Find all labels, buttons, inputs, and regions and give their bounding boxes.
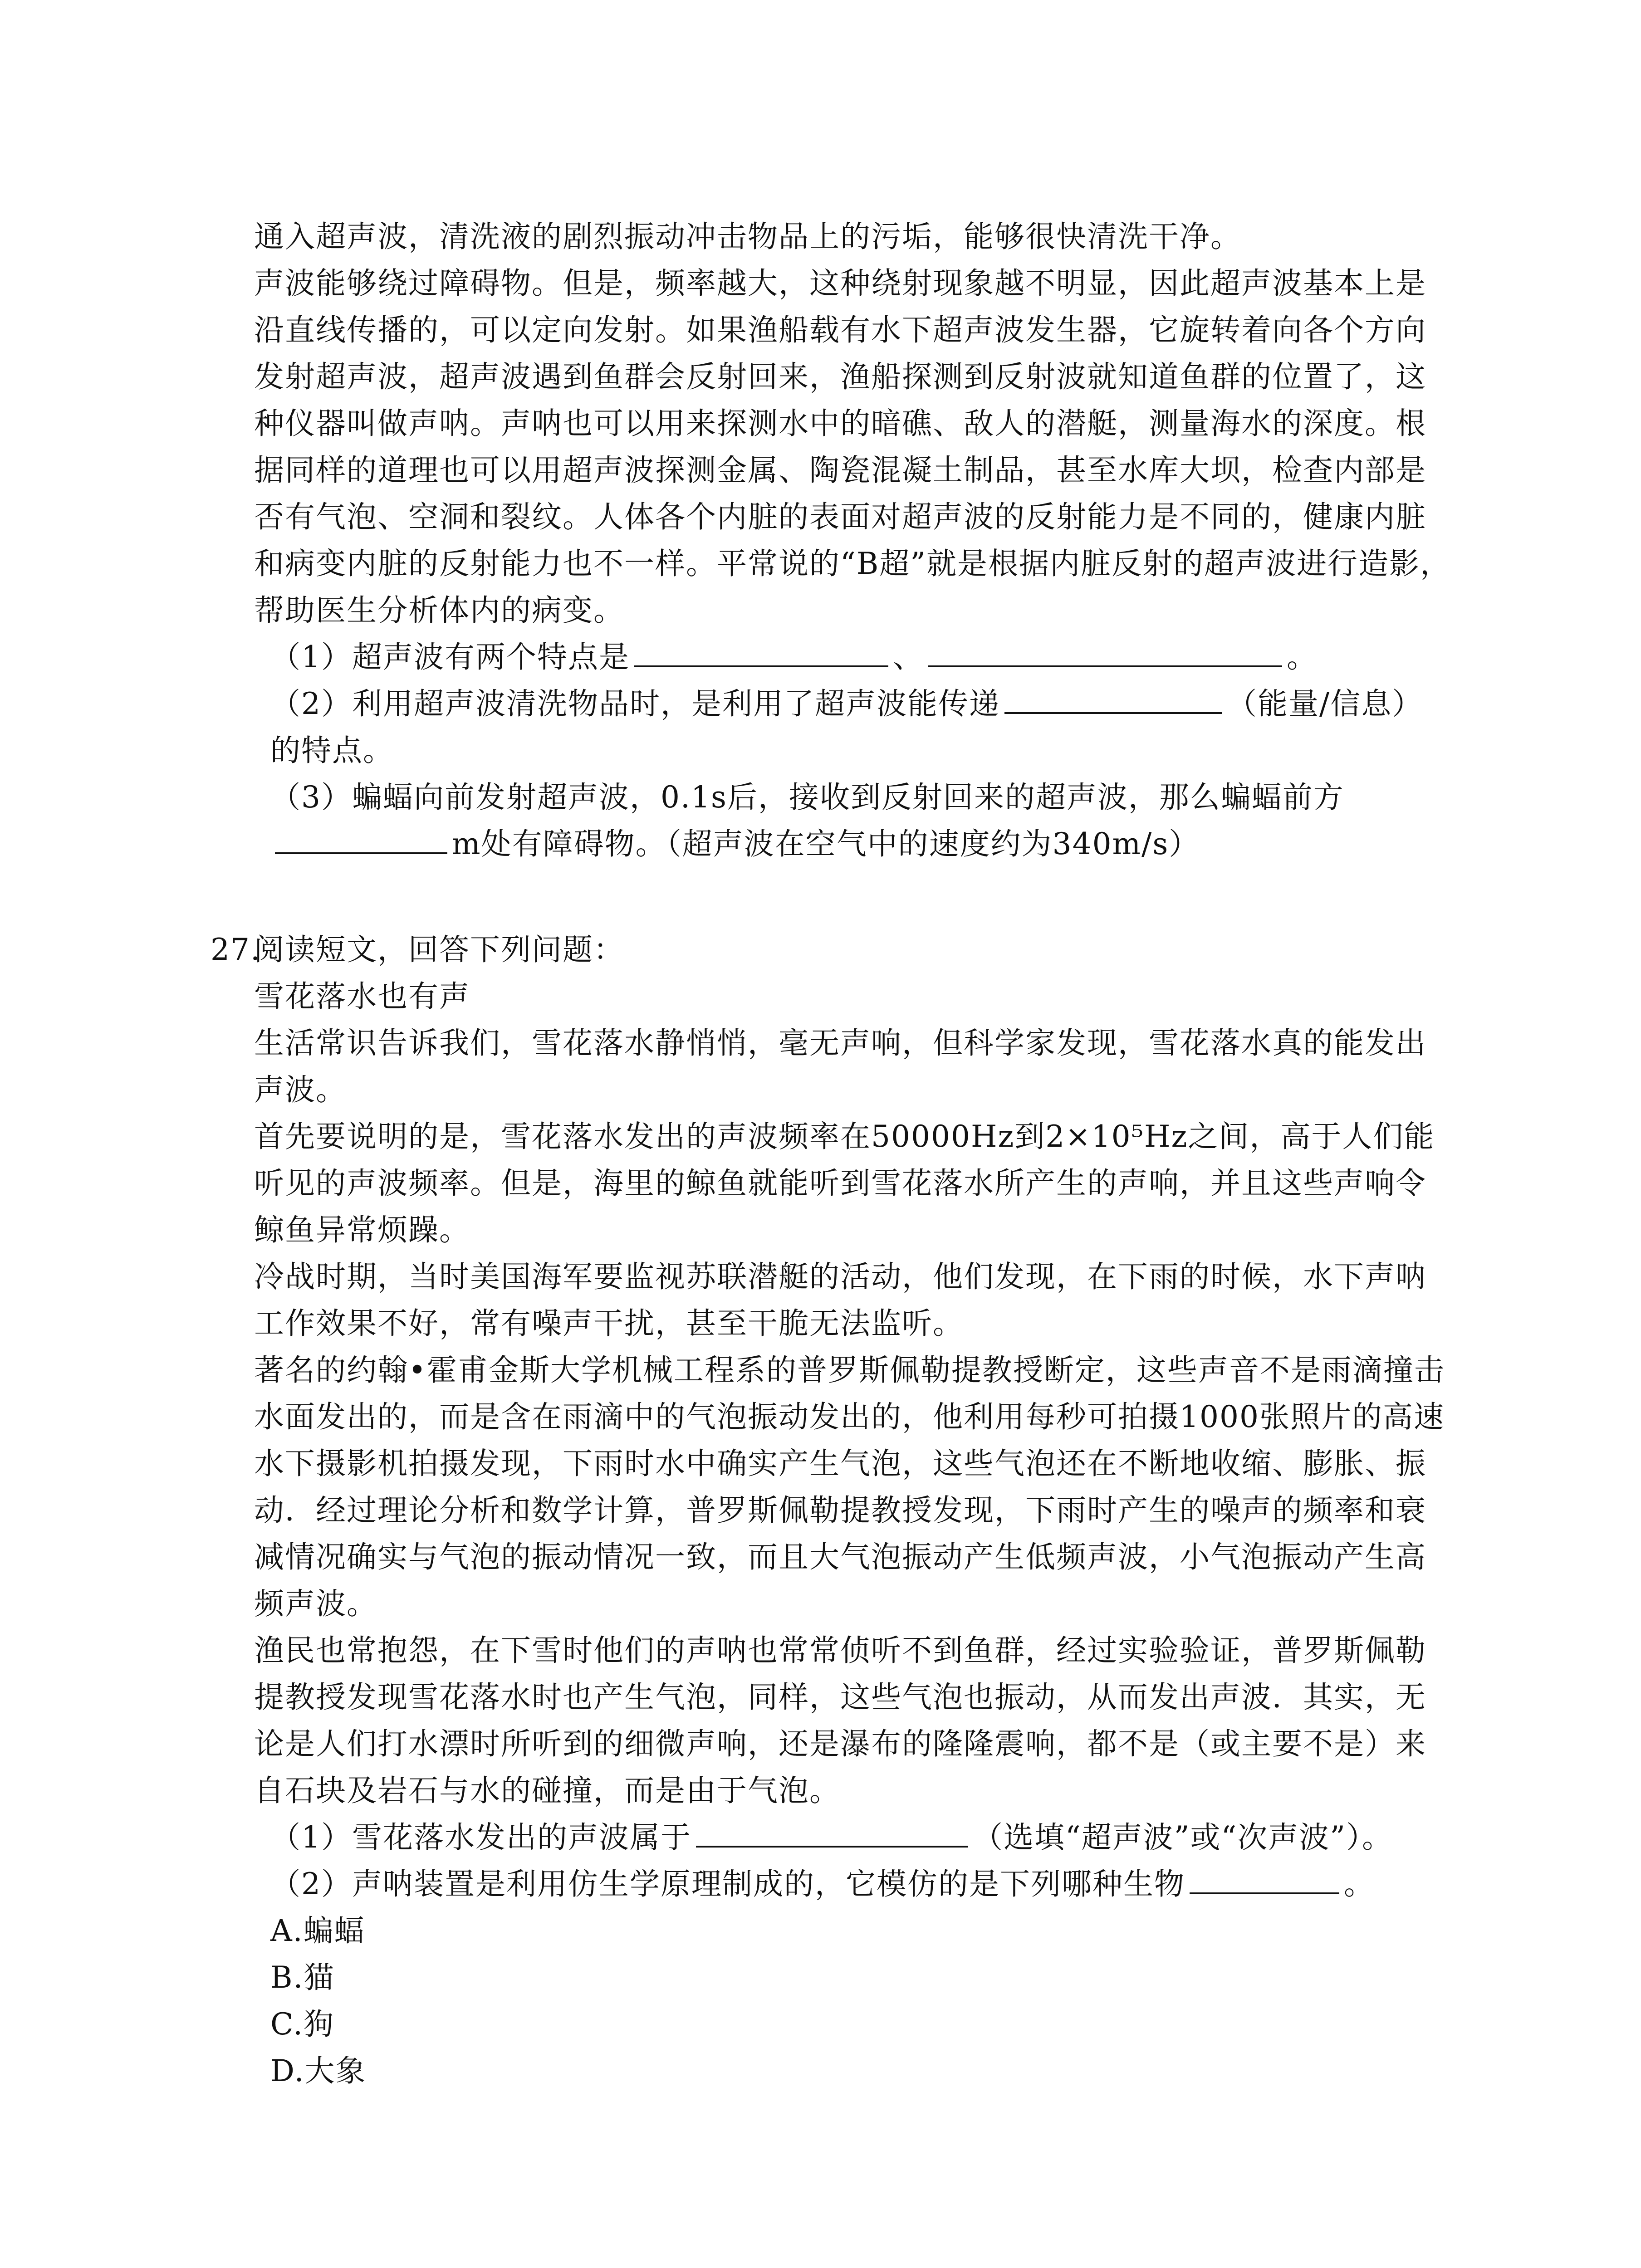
answer-blank-3[interactable] bbox=[1004, 684, 1222, 714]
answer-blank-4[interactable] bbox=[275, 824, 447, 854]
option-b[interactable]: B.猫 bbox=[270, 1960, 335, 1995]
answer-blank-2[interactable] bbox=[928, 637, 1282, 667]
q3-suffix: m处有障碍物。（超声波在空气中的速度约为340m/s） bbox=[452, 826, 1200, 861]
q1-end: 。 bbox=[1287, 640, 1318, 675]
q27-1-prefix: （1）雪花落水发出的声波属于 bbox=[270, 1820, 691, 1855]
question-27 bbox=[211, 926, 1452, 2094]
option-a[interactable]: A.蝙蝠 bbox=[270, 1913, 365, 1948]
passage-line-1: 通入超声波，清洗液的剧烈振动冲击物品上的污垢，能够很快清洗干净。 bbox=[254, 219, 1241, 254]
question-number: 27. bbox=[211, 932, 261, 967]
q3-prefix: （3）蝙蝠向前发射超声波，0.1s后，接收到反射回来的超声波，那么蝙蝠前方 bbox=[270, 780, 1344, 815]
article-title: 雪花落水也有声 bbox=[254, 979, 470, 1014]
answer-blank-5[interactable] bbox=[696, 1818, 968, 1848]
article-paragraph-4: 著名的约翰•霍甫金斯大学机械工程系的普罗斯佩勒提教授断定，这些声音不是雨滴撞击水面发出的，而是含在雨滴中的气泡振动发出的，他利用每秒可拍摄1000张照片的高速水下摄影机拍摄发现，下雨时水中确实产生气泡，这些气泡还在不断地收缩、膨胀、振动．经过理论分析和数学计算，普罗斯佩勒提教授发现，下雨时产生的噪声的频率和衰减情况确实与气泡的振动情况一致，而且大气泡振动产生低频声波，小气泡振动产生高频声波。 bbox=[254, 1353, 1445, 1621]
question-intro: 阅读短文，回答下列问题： bbox=[254, 932, 624, 967]
q2-end: 的特点。 bbox=[270, 733, 394, 768]
option-c[interactable]: C.狗 bbox=[270, 2007, 335, 2042]
article-paragraph-5: 渔民也常抱怨，在下雪时他们的声呐也常常侦听不到鱼群，经过实验验证，普罗斯佩勒提教授发现雪花落水时也产生气泡，同样，这些气泡也振动，从而发出声波．其实，无论是人们打水漂时所听到的细微声响，还是瀑布的隆隆震响，都不是（或主要不是）来自石块及岩石与水的碰撞，而是由于气泡。 bbox=[254, 1633, 1426, 1808]
article-paragraph-1: 生活常识告诉我们，雪花落水静悄悄，毫无声响，但科学家发现，雪花落水真的能发出声波。 bbox=[254, 1026, 1426, 1107]
q1-sep: 、 bbox=[893, 640, 924, 675]
spacer bbox=[254, 867, 1452, 922]
article-paragraph-2: 首先要说明的是，雪花落水发出的声波频率在50000Hz到2×10⁵Hz之间，高于人们能听见的声波频率。但是，海里的鲸鱼就能听到雪花落水所产生的声响，并且这些声响令鲸鱼异常烦躁。 bbox=[254, 1119, 1435, 1247]
q2-hint: （能量/信息） bbox=[1227, 686, 1423, 721]
question-27-1 bbox=[254, 1814, 1452, 1861]
q1-prefix: （1）超声波有两个特点是 bbox=[270, 640, 630, 675]
answer-blank-6[interactable] bbox=[1190, 1864, 1339, 1894]
article-paragraph-3: 冷战时期，当时美国海军要监视苏联潜艇的活动，他们发现，在下雨的时候，水下声呐工作效果不好，常有噪声干扰，甚至干脆无法监听。 bbox=[254, 1259, 1426, 1341]
q27-1-suffix: （选填“超声波”或“次声波”）。 bbox=[973, 1820, 1393, 1855]
q27-2-end: 。 bbox=[1344, 1867, 1375, 1901]
question-2 bbox=[254, 680, 1452, 774]
option-d[interactable]: D.大象 bbox=[270, 2053, 367, 2088]
q27-2-prefix: （2）声呐装置是利用仿生学原理制成的，它模仿的是下列哪种生物 bbox=[270, 1867, 1185, 1901]
answer-blank-1[interactable] bbox=[634, 637, 888, 667]
q2-prefix: （2）利用超声波清洗物品时，是利用了超声波能传递 bbox=[270, 686, 1000, 721]
page-content bbox=[211, 213, 1452, 2094]
question-3 bbox=[254, 774, 1452, 867]
question-1 bbox=[254, 634, 1452, 680]
question-27-2 bbox=[254, 1861, 1452, 1907]
question-27-header bbox=[211, 926, 1452, 973]
passage-paragraph: 声波能够绕过障碍物。但是，频率越大，这种绕射现象越不明显，因此超声波基本上是沿直线传播的，可以定向发射。如果渔船载有水下超声波发生器，它旋转着向各个方向发射超声波，超声波遇到鱼群会反射回来，渔船探测到反射波就知道鱼群的位置了，这种仪器叫做声呐。声呐也可以用来探测水中的暗礁、敌人的潜艇，测量海水的深度。根据同样的道理也可以用超声波探测金属、陶瓷混凝土制品，甚至水库大坝，检查内部是否有气泡、空洞和裂纹。人体各个内脏的表面对超声波的反射能力是不同的，健康内脏和病变内脏的反射能力也不一样。平常说的“B超”就是根据内脏反射的超声波进行造影，帮助医生分析体内的病变。 bbox=[254, 266, 1451, 628]
